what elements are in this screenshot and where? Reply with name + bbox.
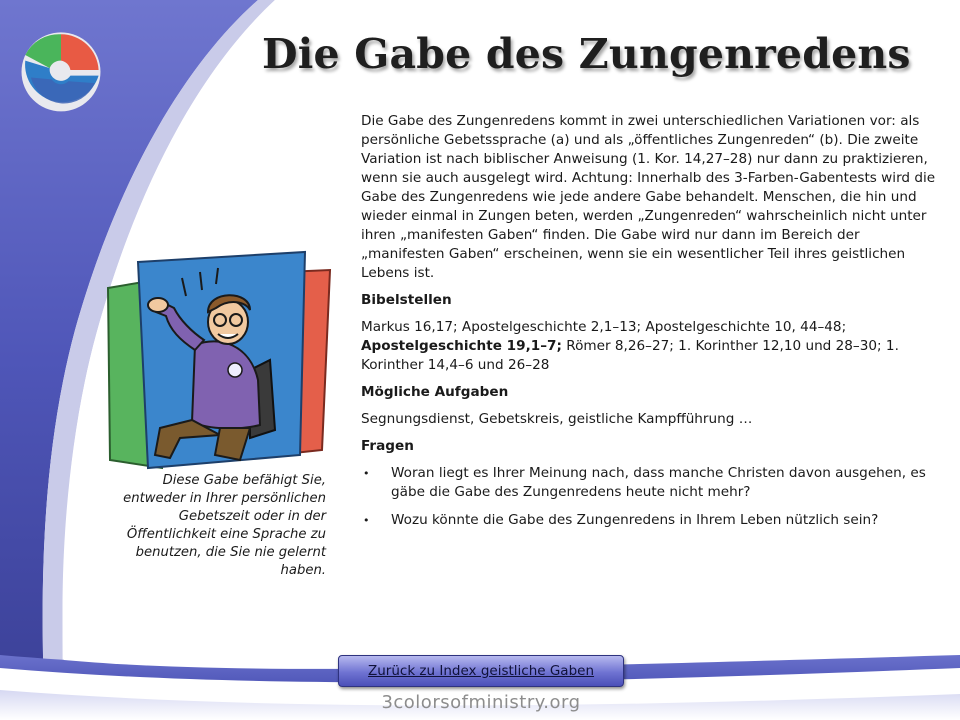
bullet-icon: •: [363, 514, 370, 527]
intro-paragraph: Die Gabe des Zungenredens kommt in zwei unterschiedlichen Variationen vor: als persönliche Gebetssprache (a) und als „öffentliches Zungenreden“ (b). Die zweite Variation ist nach biblischer Anweisung (1. Kor. 14,27–28) nur dann zu praktizieren, wenn sie auch ausgelegt wird. Achtung: Innerhalb des 3-Farben-Gabentests wird die Gabe des Zungenredens wie jede andere Gabe behandelt. Menschen, die hin und wieder einmal in Zungen beten, werden „Zungenreden“ wahrscheinlich nicht unter ihren „manifesten Gaben“ finden. Die Gabe wird nur dann im Bereich der „manifesten Gaben“ erscheinen, wenn sie ein wesentlicher Teil ihres geistlichen Lebens ist.: [361, 113, 936, 281]
question-text: Woran liegt es Ihrer Meinung nach, dass manche Christen davon ausgehen, es gäbe die Gabe des Zungenredens heute nicht mehr?: [391, 465, 926, 500]
back-to-index-button[interactable]: Zurück zu Index geistliche Gaben: [338, 655, 624, 687]
list-item: [361, 511, 941, 530]
gift-caption: Diese Gabe befähigt Sie, entweder in Ihrer persönlichen Gebetszeit oder in der Öffentlichkeit eine Sprache zu benutzen, die Sie nie gelernt haben.: [123, 473, 326, 578]
list-item: [361, 464, 941, 502]
bible-heading: Bibelstellen: [361, 292, 452, 308]
bible-refs-part1: Markus 16,17; Apostelgeschichte 2,1–13; Apostelgeschichte 10, 44–48;: [361, 319, 847, 335]
tasks-text: Segnungsdienst, Gebetskreis, geistliche Kampfführung …: [361, 411, 753, 427]
page-title: Die Gabe des Zungenredens: [262, 30, 911, 78]
bible-refs-bold: Apostelgeschichte 19,1–7;: [361, 338, 562, 354]
3colors-logo-icon: [14, 22, 108, 118]
bullet-icon: •: [363, 467, 370, 480]
praying-man-illustration: [100, 250, 340, 475]
main-content: [361, 112, 941, 539]
questions-heading: Fragen: [361, 438, 414, 454]
footer-url: 3colorsofministry.org: [381, 692, 581, 713]
bible-references: [361, 318, 941, 375]
bible-refs-part2: Römer 8,26–27; 1. Korinther 12,10 und 28–30; 1. Korinther 14,4–6 und 26–28: [361, 338, 899, 373]
questions-list: [361, 464, 941, 530]
tasks-heading: Mögliche Aufgaben: [361, 384, 509, 400]
question-text: Wozu könnte die Gabe des Zungenredens in Ihrem Leben nützlich sein?: [391, 512, 879, 528]
